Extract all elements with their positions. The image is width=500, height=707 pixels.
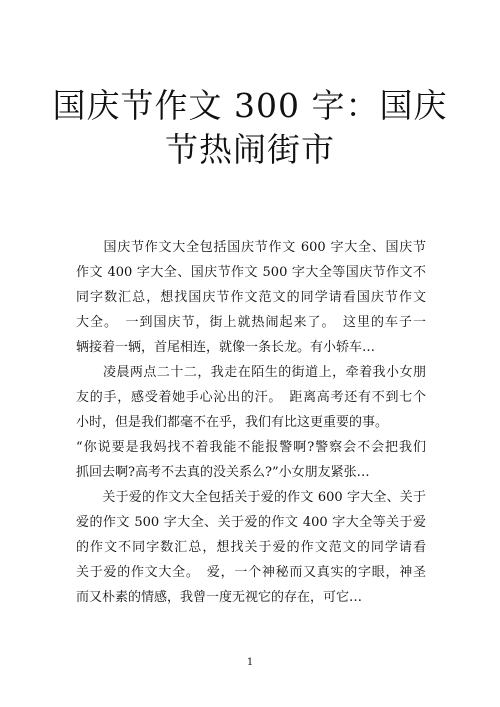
- body-line: 关于爱的作文大全包括关于爱的作文 600 字大全、关于: [76, 490, 426, 505]
- body-line: 友的手，感受着她手心沁出的汗。 距离高考还有不到七个: [76, 390, 426, 405]
- title-line: 国庆节作文 300 字：国庆: [52, 86, 448, 125]
- body-line: “你说要是我妈找不着我能不能报警啊?警察会不会把我们: [76, 440, 426, 455]
- document-title: [0, 84, 500, 172]
- page-number: 1: [246, 657, 254, 668]
- body-line: 而又朴素的情感，我曾一度无视它的存在，可它…: [76, 590, 363, 605]
- body-line: 凌晨两点二十二，我走在陌生的街道上，牵着我小女朋: [76, 365, 426, 380]
- body-line: 大全。 一到国庆节，街上就热闹起来了。 这里的车子一: [76, 315, 426, 330]
- body-line: 国庆节作文大全包括国庆节作文 600 字大全、国庆节: [76, 240, 426, 255]
- body-line: 同字数汇总，想找国庆节作文范文的同学请看国庆节作文: [76, 290, 426, 305]
- body-line: 作文 400 字大全、国庆节作文 500 字大全等国庆节作文不: [76, 265, 426, 280]
- document-body: [76, 235, 426, 610]
- body-line: 小时，但是我们都毫不在乎，我们有比这更重要的事。: [76, 415, 389, 430]
- body-line: 抓回去啊?高考不去真的没关系么?”小女朋友紧张…: [76, 465, 370, 480]
- body-line: 辆接着一辆，首尾相连，就像一条长龙。有小轿车…: [76, 340, 376, 355]
- body-line: 爱的作文 500 字大全、关于爱的作文 400 字大全等关于爱: [76, 515, 426, 530]
- body-line: 关于爱的作文大全。 爱，一个神秘而又真实的字眼，神圣: [76, 565, 426, 580]
- title-line: 节热闹街市: [165, 130, 335, 169]
- body-line: 的作文不同字数汇总，想找关于爱的作文范文的同学请看: [76, 540, 426, 555]
